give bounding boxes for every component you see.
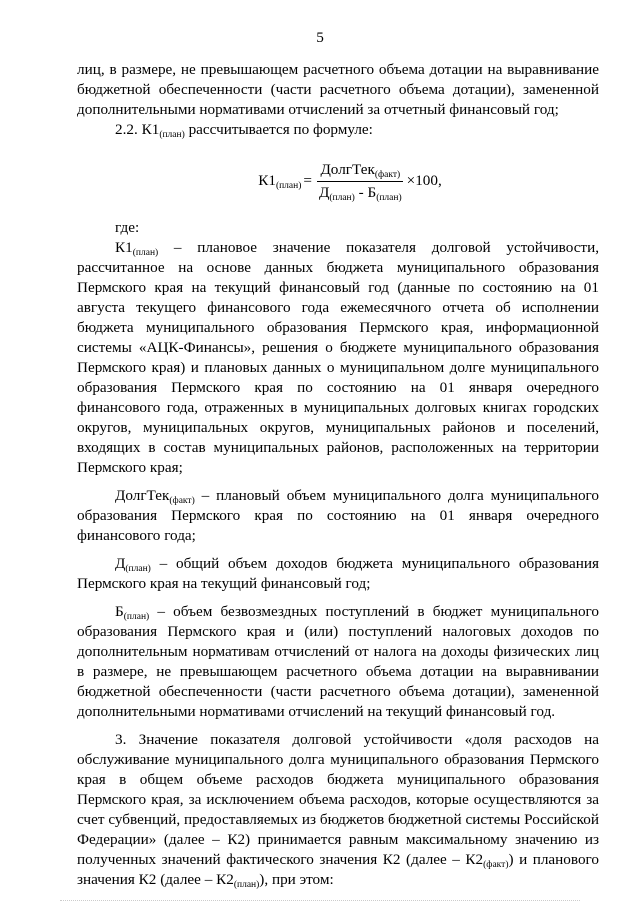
formula-numerator: ДолгТек$_{(факт)}$ bbox=[317, 161, 403, 182]
page-number: 5 bbox=[316, 29, 324, 46]
definition-d-plan: $Д_{(план)}$ – общий объем доходов бюджета муниципального образования Пермского края на текущий финансовый год; bbox=[77, 555, 599, 592]
formula-fraction bbox=[316, 161, 405, 202]
formula-tail: ×100, bbox=[406, 172, 442, 189]
definition-k1-plan: $К1_{(план)}$ – плановое значение показателя долговой устойчивости, рассчитанное на основе данных бюджета муниципального образования Пермского края на текущий финансовый год (данные по состоянию на 01 августа текущего финансового года ежемесячного отчета об исполнении бюджета муниципального образования Пермского края, информационной системы «АЦК-Финансы», решения о бюджете муниципального образования Пермского края) и плановых данных о муниципальном долге муниципального образования Пермского края по состоянию на 01 января очередного финансового года, отраженных в муниципальных долговых книгах городских округов, муниципальных округов, муниципальных районов и поселений, входящих в состав муниципальных районов, расположенных на территории Пермского края; bbox=[77, 239, 599, 476]
formula-k1 bbox=[89, 154, 611, 208]
paragraph-continuation: лиц, в размере, не превышающем расчетного объема дотации на выравнивание бюджетной обеспеченности (части расчетного объема дотации), замененной дополнительными нормативами отчислений за отчетный финансовый год; bbox=[77, 61, 599, 118]
document-body bbox=[77, 60, 599, 890]
page-bottom-divider bbox=[60, 900, 580, 901]
formula-lhs: $К1_{(план)}$ bbox=[258, 172, 302, 191]
formula-equals: = bbox=[303, 172, 312, 189]
where-label: где: bbox=[115, 219, 140, 236]
formula-denominator: $Д_{(план)} - Б_{(план)}$ bbox=[318, 183, 402, 203]
definition-b-plan: $Б_{(план)}$ – объем безвозмездных поступлений в бюджет муниципального образования Пермского края и (или) поступлений налоговых доходов по дополнительным нормативам отчислений от налога на доходы физических лиц в размере, не превышающем расчетного объема дотации на выравнивании бюджетной обеспеченности (части расчетного объема дотации), замененной дополнительными нормативами отчислений на текущий финансовый год. bbox=[77, 603, 599, 720]
section-2-2-heading: 2.2. $К1_{(план)}$ рассчитывается по формуле: bbox=[115, 121, 373, 140]
section-3-paragraph: 3. Значение показателя долговой устойчивости «доля расходов на обслуживание муниципального долга муниципального образования Пермского края в общем объеме расходов бюджета муниципального образования Пермского края, за исключением объема расходов, которые осуществляются за счет субвенций, предоставляемых из бюджетов бюджетной системы Российской Федерации» (далее – К2) принимается равным максимальному значению из полученных значений фактического значения К2 (далее – $К2_{(факт)}$) и планового значения К2 (далее – $К2_{(план)}$), при этом: bbox=[77, 731, 599, 890]
definition-dolgtek-fakt: ДолгТек$_{(факт)}$ – плановый объем муниципального долга муниципального образования Пермского края по состоянию на 01 января очередного финансового года; bbox=[77, 487, 599, 544]
